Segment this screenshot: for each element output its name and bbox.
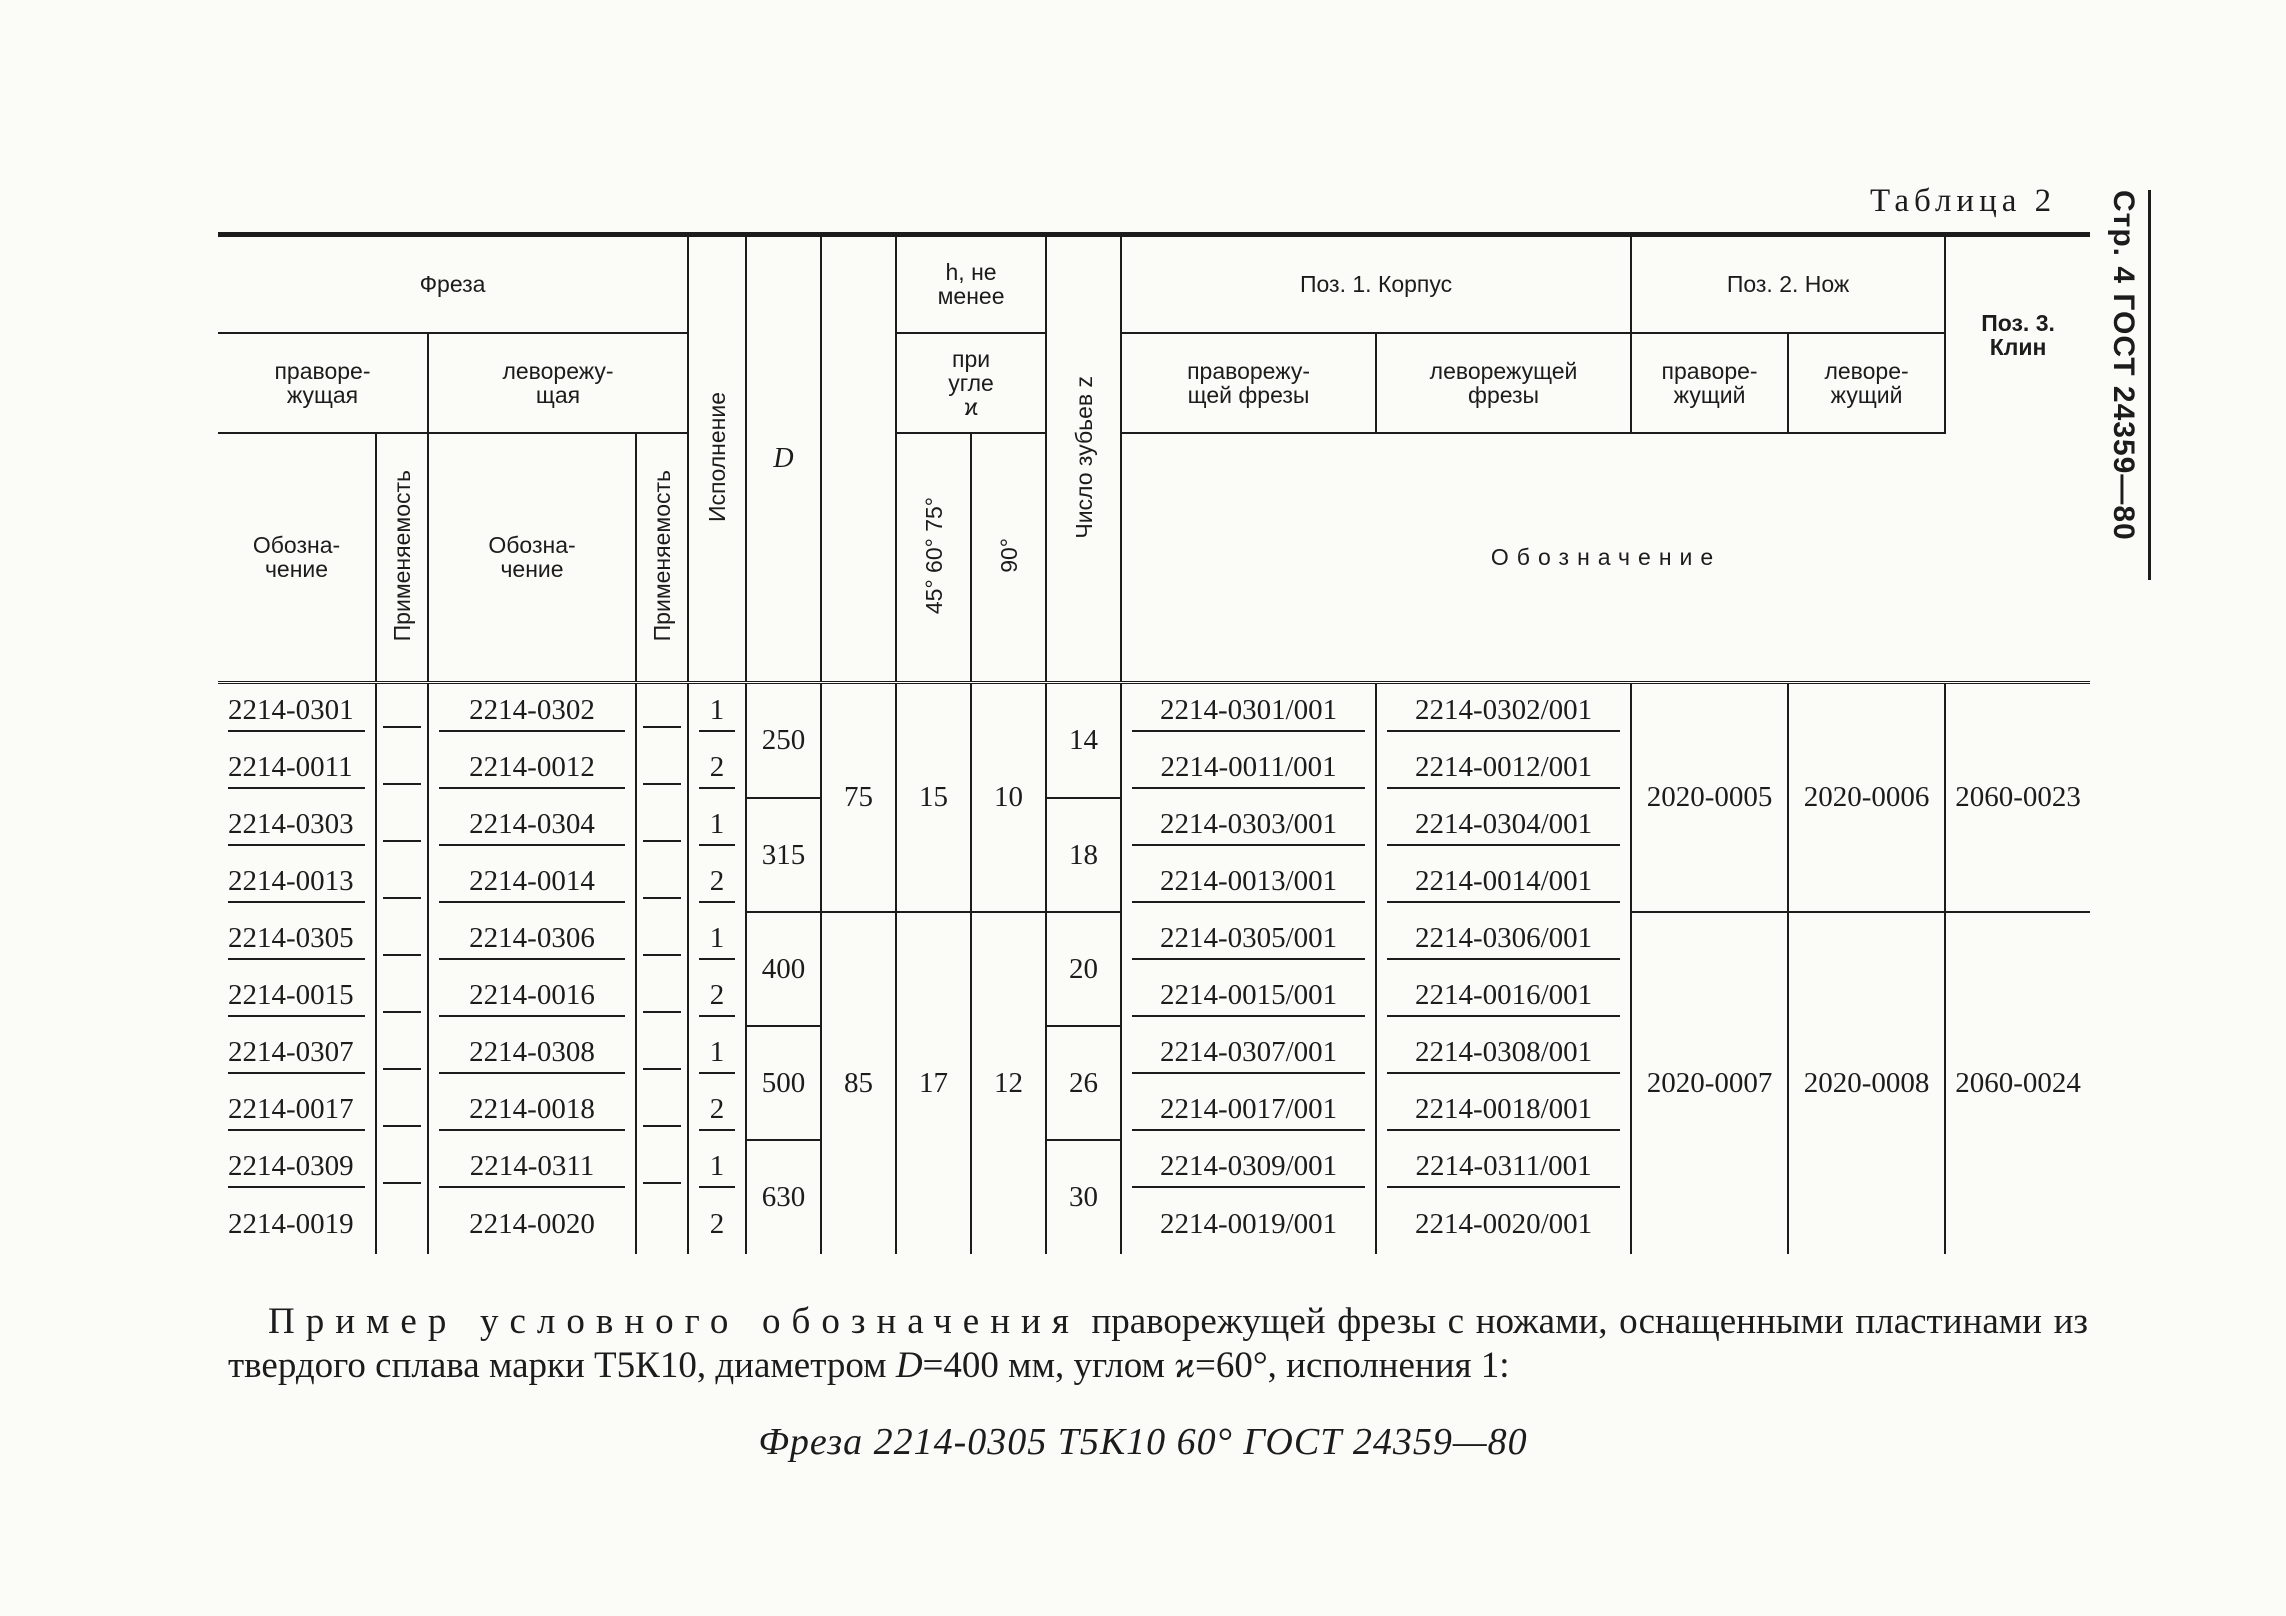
body-left-value: 2214-0308/001 (1387, 1036, 1620, 1074)
cell-right-designation (218, 912, 376, 969)
example-eq: =400 мм, углом (922, 1345, 1175, 1386)
body-left-value: 2214-0016/001 (1387, 979, 1620, 1017)
cell-D: 315 (746, 798, 821, 912)
cell-body-right (1121, 1026, 1376, 1083)
body-right-value: 2214-0013/001 (1132, 865, 1365, 903)
example-spaced-text: Пример условного обозначения (268, 1301, 1080, 1342)
header-teeth: Число зубьев z (1046, 235, 1121, 683)
right-designation-value: 2214-0013 (228, 865, 365, 903)
applicability-dash (643, 983, 681, 1013)
execution-value: 1 (699, 808, 735, 846)
left-designation-value: 2214-0018 (439, 1093, 625, 1131)
cell-h-45-60-75: 17 (896, 912, 971, 1254)
cell-D: 250 (746, 684, 821, 798)
cell-right-designation (218, 798, 376, 855)
applicability-dash (643, 698, 681, 728)
body-right-value: 2214-0015/001 (1132, 979, 1365, 1017)
header-pos2-right: праворе- жущий (1631, 333, 1788, 433)
cell-right-designation (218, 969, 376, 1026)
header-pos2: Поз. 2. Нож (1631, 235, 1945, 333)
cell-left-applicability (636, 1083, 688, 1140)
cell-right-designation (218, 1140, 376, 1197)
left-designation-value: 2214-0306 (439, 922, 625, 960)
example-formula: Фреза 2214-0305 Т5К10 60° ГОСТ 24359—80 (758, 1421, 1528, 1463)
cell-left-applicability (636, 912, 688, 969)
body-left-value: 2214-0302/001 (1387, 694, 1620, 732)
table-row (218, 684, 2090, 741)
table-wrapper (218, 232, 2090, 1254)
header-freza: Фреза (218, 235, 688, 333)
cell-right-applicability (376, 912, 428, 969)
right-designation-value: 2214-0017 (228, 1093, 365, 1131)
cell-execution (688, 684, 746, 741)
cell-wedge: 2060-0024 (1945, 912, 2090, 1254)
cell-body-left (1376, 1197, 1631, 1254)
header-D1 (821, 235, 896, 683)
cell-knife-left: 2020-0006 (1788, 684, 1945, 912)
execution-value: 2 (699, 1093, 735, 1131)
body-right-value: 2214-0017/001 (1132, 1093, 1365, 1131)
right-designation-value: 2214-0019 (228, 1207, 354, 1240)
body-left-value: 2214-0306/001 (1387, 922, 1620, 960)
header-pos1: Поз. 1. Корпус (1121, 235, 1631, 333)
cell-execution (688, 912, 746, 969)
left-designation-value: 2214-0020 (469, 1207, 595, 1240)
header-right-cutting: праворе- жущая (218, 333, 428, 433)
applicability-dash (383, 755, 421, 785)
applicability-dash (383, 1154, 421, 1184)
cell-right-designation (218, 855, 376, 912)
cell-left-applicability (636, 969, 688, 1026)
cell-body-right (1121, 1083, 1376, 1140)
cell-execution (688, 798, 746, 855)
cell-right-applicability (376, 969, 428, 1026)
cell-body-right (1121, 684, 1376, 741)
cell-D: 500 (746, 1026, 821, 1140)
left-designation-value: 2214-0311 (439, 1150, 625, 1188)
cell-left-designation (428, 855, 636, 912)
cell-h-45-60-75: 15 (896, 684, 971, 912)
cell-left-applicability (636, 684, 688, 741)
cell-body-left (1376, 798, 1631, 855)
cell-body-left (1376, 969, 1631, 1026)
cell-h-90: 12 (971, 912, 1046, 1254)
cell-left-applicability (636, 798, 688, 855)
table-caption: Таблица 2 (1870, 183, 2057, 219)
applicability-dash (643, 869, 681, 899)
applicability-dash (643, 1097, 681, 1127)
header-at-angle: при угле ϰ (896, 333, 1046, 433)
cell-h-90: 10 (971, 684, 1046, 912)
cell-left-applicability (636, 1197, 688, 1254)
cell-D1: 75 (821, 684, 896, 912)
cell-body-left (1376, 1026, 1631, 1083)
cell-left-designation (428, 684, 636, 741)
parts-table (218, 232, 2090, 1254)
cell-body-left (1376, 912, 1631, 969)
applicability-dash (383, 926, 421, 956)
left-designation-value: 2214-0014 (439, 865, 625, 903)
cell-execution (688, 855, 746, 912)
body-right-value: 2214-0011/001 (1132, 751, 1365, 789)
cell-body-right (1121, 969, 1376, 1026)
header-oboznachenie: Обозначение (1121, 433, 2090, 683)
cell-left-applicability (636, 855, 688, 912)
applicability-dash (383, 983, 421, 1013)
example-kappa-symbol: ϰ (1174, 1345, 1196, 1386)
cell-body-left (1376, 741, 1631, 798)
header-designation-left: Обозна- чение (428, 433, 636, 683)
execution-value: 2 (699, 979, 735, 1017)
cell-left-designation (428, 798, 636, 855)
applicability-dash (643, 755, 681, 785)
body-left-value: 2214-0014/001 (1387, 865, 1620, 903)
cell-body-right (1121, 1197, 1376, 1254)
cell-teeth: 30 (1046, 1140, 1121, 1254)
cell-body-right (1121, 798, 1376, 855)
header-pos2-left: леворе- жущий (1788, 333, 1945, 433)
header-pos1-left: леворежущей фрезы (1376, 333, 1631, 433)
header-h-min: h, не менее (896, 235, 1046, 333)
cell-left-designation (428, 969, 636, 1026)
header-pos3: Поз. 3. Клин (1945, 235, 2090, 433)
applicability-dash (383, 1097, 421, 1127)
cell-right-applicability (376, 1140, 428, 1197)
header-angle-90: 90° (971, 433, 1046, 683)
cell-teeth: 18 (1046, 798, 1121, 912)
cell-execution (688, 1197, 746, 1254)
right-designation-value: 2214-0305 (228, 922, 365, 960)
body-right-value: 2214-0301/001 (1132, 694, 1365, 732)
cell-right-designation (218, 1197, 376, 1254)
cell-body-left (1376, 855, 1631, 912)
header-applicability-right: Применяемость (376, 433, 428, 683)
cell-body-right (1121, 741, 1376, 798)
cell-knife-right: 2020-0005 (1631, 684, 1788, 912)
cell-right-applicability (376, 1083, 428, 1140)
header-pos1-right: праворежу- щей фрезы (1121, 333, 1376, 433)
applicability-dash (383, 1040, 421, 1070)
header-angles-45-60-75: 45° 60° 75° (896, 433, 971, 683)
cell-left-designation (428, 1140, 636, 1197)
body-left-value: 2214-0304/001 (1387, 808, 1620, 846)
cell-body-right (1121, 912, 1376, 969)
left-designation-value: 2214-0012 (439, 751, 625, 789)
cell-left-applicability (636, 1140, 688, 1197)
cell-left-applicability (636, 1026, 688, 1083)
cell-execution (688, 741, 746, 798)
cell-execution (688, 1083, 746, 1140)
cell-right-applicability (376, 1197, 428, 1254)
applicability-dash (383, 869, 421, 899)
cell-right-designation (218, 684, 376, 741)
cell-right-applicability (376, 684, 428, 741)
cell-knife-left: 2020-0008 (1788, 912, 1945, 1254)
cell-right-applicability (376, 741, 428, 798)
cell-left-designation (428, 741, 636, 798)
header-left-cutting: леворежу- щая (428, 333, 688, 433)
cell-knife-right: 2020-0007 (1631, 912, 1788, 1254)
cell-right-designation (218, 1026, 376, 1083)
applicability-dash (383, 812, 421, 842)
execution-value: 2 (699, 865, 735, 903)
right-designation-value: 2214-0011 (228, 751, 365, 789)
cell-wedge: 2060-0023 (1945, 684, 2090, 912)
table-header (218, 235, 2090, 685)
right-designation-value: 2214-0303 (228, 808, 365, 846)
left-designation-value: 2214-0308 (439, 1036, 625, 1074)
body-right-value: 2214-0307/001 (1132, 1036, 1365, 1074)
execution-value: 1 (699, 922, 735, 960)
cell-D: 630 (746, 1140, 821, 1254)
execution-value: 1 (699, 1036, 735, 1074)
cell-right-applicability (376, 1026, 428, 1083)
body-right-value: 2214-0305/001 (1132, 922, 1365, 960)
right-designation-value: 2214-0309 (228, 1150, 365, 1188)
example-paragraph (228, 1300, 2088, 1388)
cell-D1: 85 (821, 912, 896, 1254)
cell-execution (688, 1026, 746, 1083)
cell-left-designation (428, 1083, 636, 1140)
header-execution: Исполнение (688, 235, 746, 683)
body-right-value: 2214-0309/001 (1132, 1150, 1365, 1188)
example-eq2: =60°, исполнения 1: (1195, 1345, 1510, 1386)
cell-right-applicability (376, 798, 428, 855)
body-left-value: 2214-0018/001 (1387, 1093, 1620, 1131)
body-left-value: 2214-0020/001 (1414, 1207, 1593, 1240)
right-designation-value: 2214-0301 (228, 694, 365, 732)
body-right-value: 2214-0303/001 (1132, 808, 1365, 846)
table-body (218, 684, 2090, 1254)
right-designation-value: 2214-0307 (228, 1036, 365, 1074)
cell-right-designation (218, 741, 376, 798)
cell-left-designation (428, 1197, 636, 1254)
side-header-text: Стр. 4 ГОСТ 24359—80 (2107, 190, 2140, 541)
applicability-dash (643, 812, 681, 842)
cell-body-left (1376, 1083, 1631, 1140)
header-applicability-left: Применяемость (636, 433, 688, 683)
example-text: праворежущей фрезы с ножами, оснащенными пластинами из твердого сплава марки Т5К10, диаметром (228, 1301, 2088, 1386)
example-D-symbol: D (895, 1345, 923, 1386)
cell-teeth: 14 (1046, 684, 1121, 798)
execution-value: 2 (709, 1207, 725, 1240)
cell-right-applicability (376, 855, 428, 912)
applicability-dash (643, 1040, 681, 1070)
cell-left-applicability (636, 741, 688, 798)
cell-execution (688, 1140, 746, 1197)
body-right-value: 2214-0019/001 (1159, 1207, 1338, 1240)
left-designation-value: 2214-0016 (439, 979, 625, 1017)
cell-teeth: 26 (1046, 1026, 1121, 1140)
cell-body-left (1376, 684, 1631, 741)
cell-right-designation (218, 1083, 376, 1140)
cell-D: 400 (746, 912, 821, 1026)
execution-value: 2 (699, 751, 735, 789)
applicability-dash (643, 926, 681, 956)
cell-left-designation (428, 912, 636, 969)
cell-execution (688, 969, 746, 1026)
execution-value: 1 (699, 694, 735, 732)
body-left-value: 2214-0012/001 (1387, 751, 1620, 789)
cell-teeth: 20 (1046, 912, 1121, 1026)
table-row (218, 912, 2090, 969)
left-designation-value: 2214-0302 (439, 694, 625, 732)
side-header (2107, 190, 2170, 580)
header-designation-right: Обозна- чение (252, 532, 341, 583)
cell-body-right (1121, 855, 1376, 912)
cell-left-designation (428, 1026, 636, 1083)
left-designation-value: 2214-0304 (439, 808, 625, 846)
right-designation-value: 2214-0015 (228, 979, 365, 1017)
body-left-value: 2214-0311/001 (1387, 1150, 1620, 1188)
execution-value: 1 (699, 1150, 735, 1188)
cell-body-right (1121, 1140, 1376, 1197)
header-D: D (746, 235, 821, 683)
applicability-dash (643, 1154, 681, 1184)
cell-body-left (1376, 1140, 1631, 1197)
applicability-dash (383, 698, 421, 728)
